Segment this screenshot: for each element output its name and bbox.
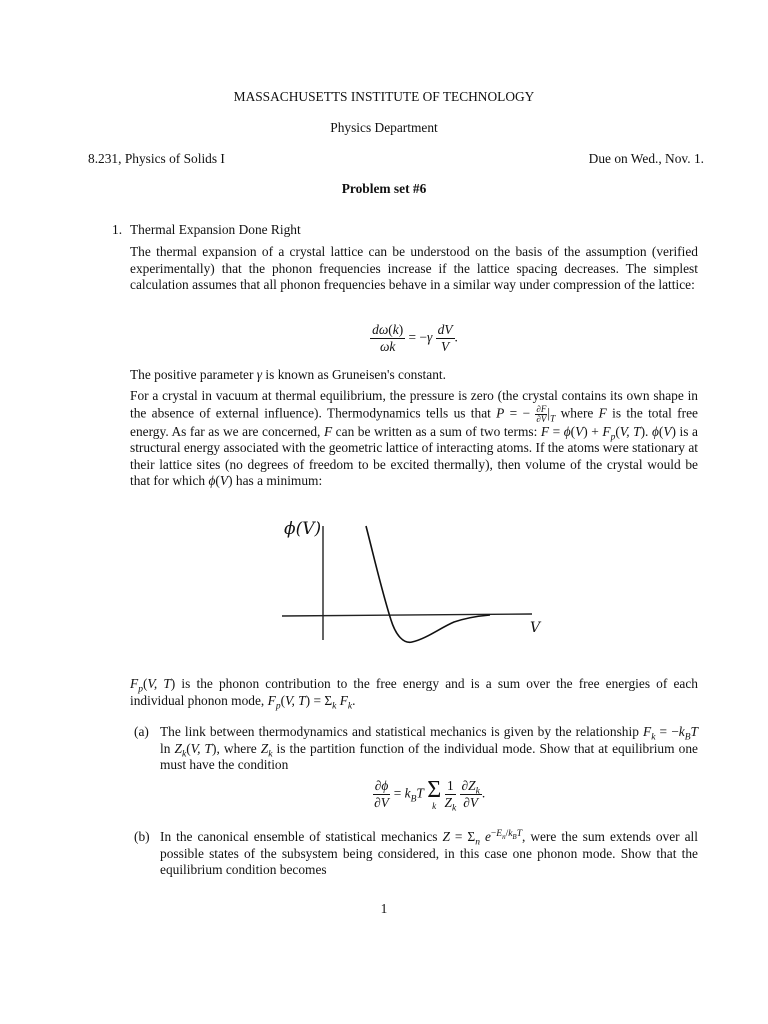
part-a-text: The link between thermodynamics and statistical mechanics is given by the relationship $F_k = -k_BT$ $\ln Z_k(V$, T), where $Z_k$ is the partition function of the individual mode. Show that at equilibrium one must have the condition <box>160 724 698 773</box>
institution-name: MASSACHUSETTS INSTITUTE OF TECHNOLOGY <box>233 89 535 104</box>
equation-gruneisen: $\frac{d\omega(k)}{\omega k}$ = −γ $\frac{dV}{V}$ . <box>372 322 458 354</box>
figure-y-label: ϕ(V) <box>284 519 322 539</box>
department-name: Physics Department <box>330 120 438 135</box>
course-name: 8.231, Physics of Solids I <box>88 151 225 166</box>
part-a-label: (a) <box>134 724 149 739</box>
problem-number: 1. <box>112 222 123 237</box>
part-b-label: (b) <box>134 829 150 844</box>
problem-set-title: Problem set #6 <box>341 181 427 196</box>
page-number: 1 <box>380 901 388 916</box>
paragraph-free-energy: For a crystal in vacuum at thermal equilibrium, the pressure is zero (the crystal contains its own shape in the absence of external influence). Thermodynamics tells us that P = − $\frac{\partial F}{\partial V}$ $|_T$ where F is the total free energy. As far as we are concerned, F can be written as a sum of two terms: $F = \phi(V) + F_p(V$, T). ϕ(V) is a structural energy associated with the geometric lattice of interacting atoms. If the atoms were stationary at their lattice sites (no degrees of freedom to be excited thermally), then volume of the crystal would be that for which ϕ(V) has a minimum: <box>130 388 698 489</box>
problem-heading: Thermal Expansion Done Right <box>130 222 301 237</box>
paragraph-phonon-contribution: $F_p(V$, T) is the phonon contribution to the free energy and is a sum over the free energies of each individual phonon mode, $F_p(V$, $T) = \Sigma_k$ $F_k$. <box>130 676 698 712</box>
figure-x-label: V <box>530 620 541 636</box>
equation-equilibrium: $\frac{\partial\phi}{\partial V}$ = $k_BT$ Σ k $\frac{1}{Z_k}$ $\frac{\partial Z_k}{\partial V}$ . <box>374 777 486 814</box>
part-b-text: In the canonical ensemble of statistical mechanics $Z = \Sigma_n$ $e^{-E_n/k_BT}$, were the sum extends over all possible states of the subsystem being considered, in this case one phonon mode. Show that the equilibrium condition becomes <box>160 828 698 878</box>
potential-energy-figure <box>270 512 560 662</box>
paragraph-gruneisen: The positive parameter γ is known as Gruneisen's constant. <box>130 367 446 382</box>
due-date: Due on Wed., Nov. 1. <box>588 151 704 166</box>
paragraph-intro: The thermal expansion of a crystal lattice can be understood on the basis of the assumption (verified experimentally) that the phonon frequencies increase if the lattice spacing decreases. The simplest calculation assumes that all phonon frequencies behave in a similar way under compression of the lattice: <box>130 244 698 293</box>
